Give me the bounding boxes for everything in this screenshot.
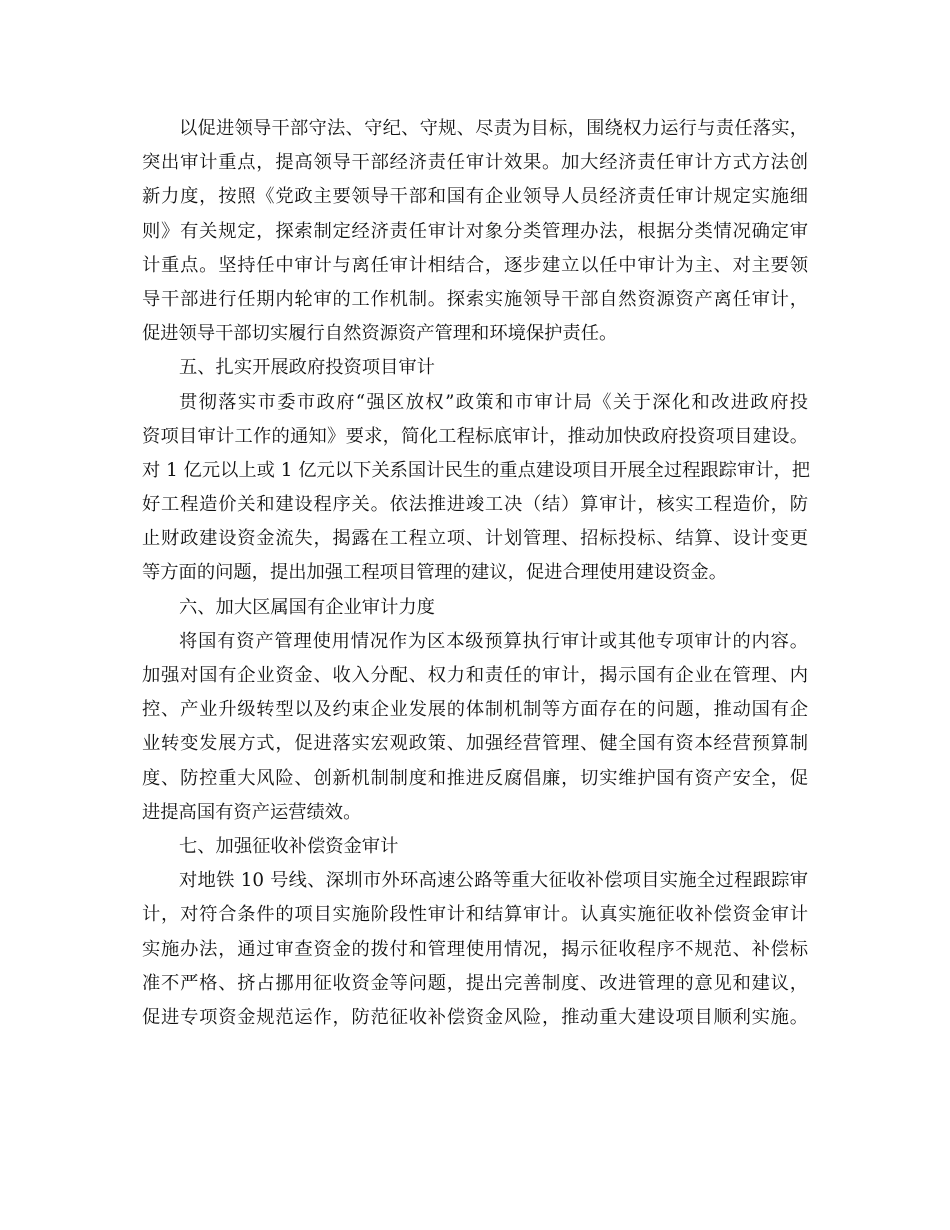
text-line: 将国有资产管理使用情况作为区本级预算执行审计或其他专项审计的内容。: [179, 630, 808, 652]
text-line: 五、扎实开展政府投资项目审计: [179, 357, 435, 379]
text-line: 止财政建设资金流失，揭露在工程立项、计划管理、招标投标、结算、设计变更: [142, 528, 808, 550]
text-line: 计，对符合条件的项目实施阶段性审计和结算审计。认真实施征收补偿资金审计: [142, 904, 808, 926]
text-line: 加强对国有企业资金、收入分配、权力和责任的审计，揭示国有企业在管理、内: [142, 665, 808, 686]
text-line: 对地铁 10 号线、深圳市外环高速公路等重大征收补偿项目实施全过程跟踪审: [179, 870, 808, 892]
text-line: 业转变发展方式，促进落实宏观政策、加强经营管理、健全国有资本经营预算制: [142, 733, 808, 755]
text-line: 促进专项资金规范运作，防范征收补偿资金风险，推动重大建设项目顺利实施。: [142, 1006, 808, 1028]
text-line: 六、加大区属国有企业审计力度: [179, 596, 435, 618]
document-body: [142, 112, 811, 1035]
text-line: 实施办法，通过审查资金的拨付和管理使用情况，揭示征收程序不规范、补偿标: [142, 938, 808, 960]
text-line: 则》有关规定，探索制定经济责任审计对象分类管理办法，根据分类情况确定审: [142, 220, 808, 242]
text-line: 突出审计重点，提高领导干部经济责任审计效果。加大经济责任审计方式方法创: [142, 152, 808, 174]
text-line: 促进领导干部切实履行自然资源资产管理和环境保护责任。: [142, 323, 618, 345]
text-line: 资项目审计工作的通知》要求，简化工程标底审计，推动加快政府投资项目建设。: [142, 425, 808, 447]
text-line: 等方面的问题，提出加强工程项目管理的建议，促进合理使用建设资金。: [142, 562, 727, 584]
text-line: 七、加强征收补偿资金审计: [179, 835, 399, 857]
text-line: 贯彻落实市委市政府“强区放权”政策和市审计局《关于深化和改进政府投: [179, 391, 808, 413]
text-line: 以促进领导干部守法、守纪、守规、尽责为目标，围绕权力运行与责任落实，: [179, 118, 808, 139]
text-line: 计重点。坚持任中审计与离任审计相结合，逐步建立以任中审计为主、对主要领: [142, 254, 808, 276]
text-line: 新力度，按照《党政主要领导干部和国有企业领导人员经济责任审计规定实施细: [142, 186, 808, 208]
text-line: 控、产业升级转型以及约束企业发展的体制机制等方面存在的问题，推动国有企: [142, 699, 808, 721]
text-line: 度、防控重大风险、创新机制制度和推进反腐倡廉，切实维护国有资产安全，促: [142, 767, 808, 789]
text-line: 进提高国有资产运营绩效。: [142, 801, 362, 823]
text-line: 导干部进行任期内轮审的工作机制。探索实施领导干部自然资源资产离任审计，: [142, 288, 808, 310]
text-line: 对 1 亿元以上或 1 亿元以下关系国计民生的重点建设项目开展全过程跟踪审计，把: [142, 459, 811, 481]
text-line: 好工程造价关和建设程序关。依法推进竣工决（结）算审计，核实工程造价，防: [142, 494, 808, 516]
text-line: 准不严格、挤占挪用征收资金等问题，提出完善制度、改进管理的意见和建议，: [142, 972, 808, 994]
